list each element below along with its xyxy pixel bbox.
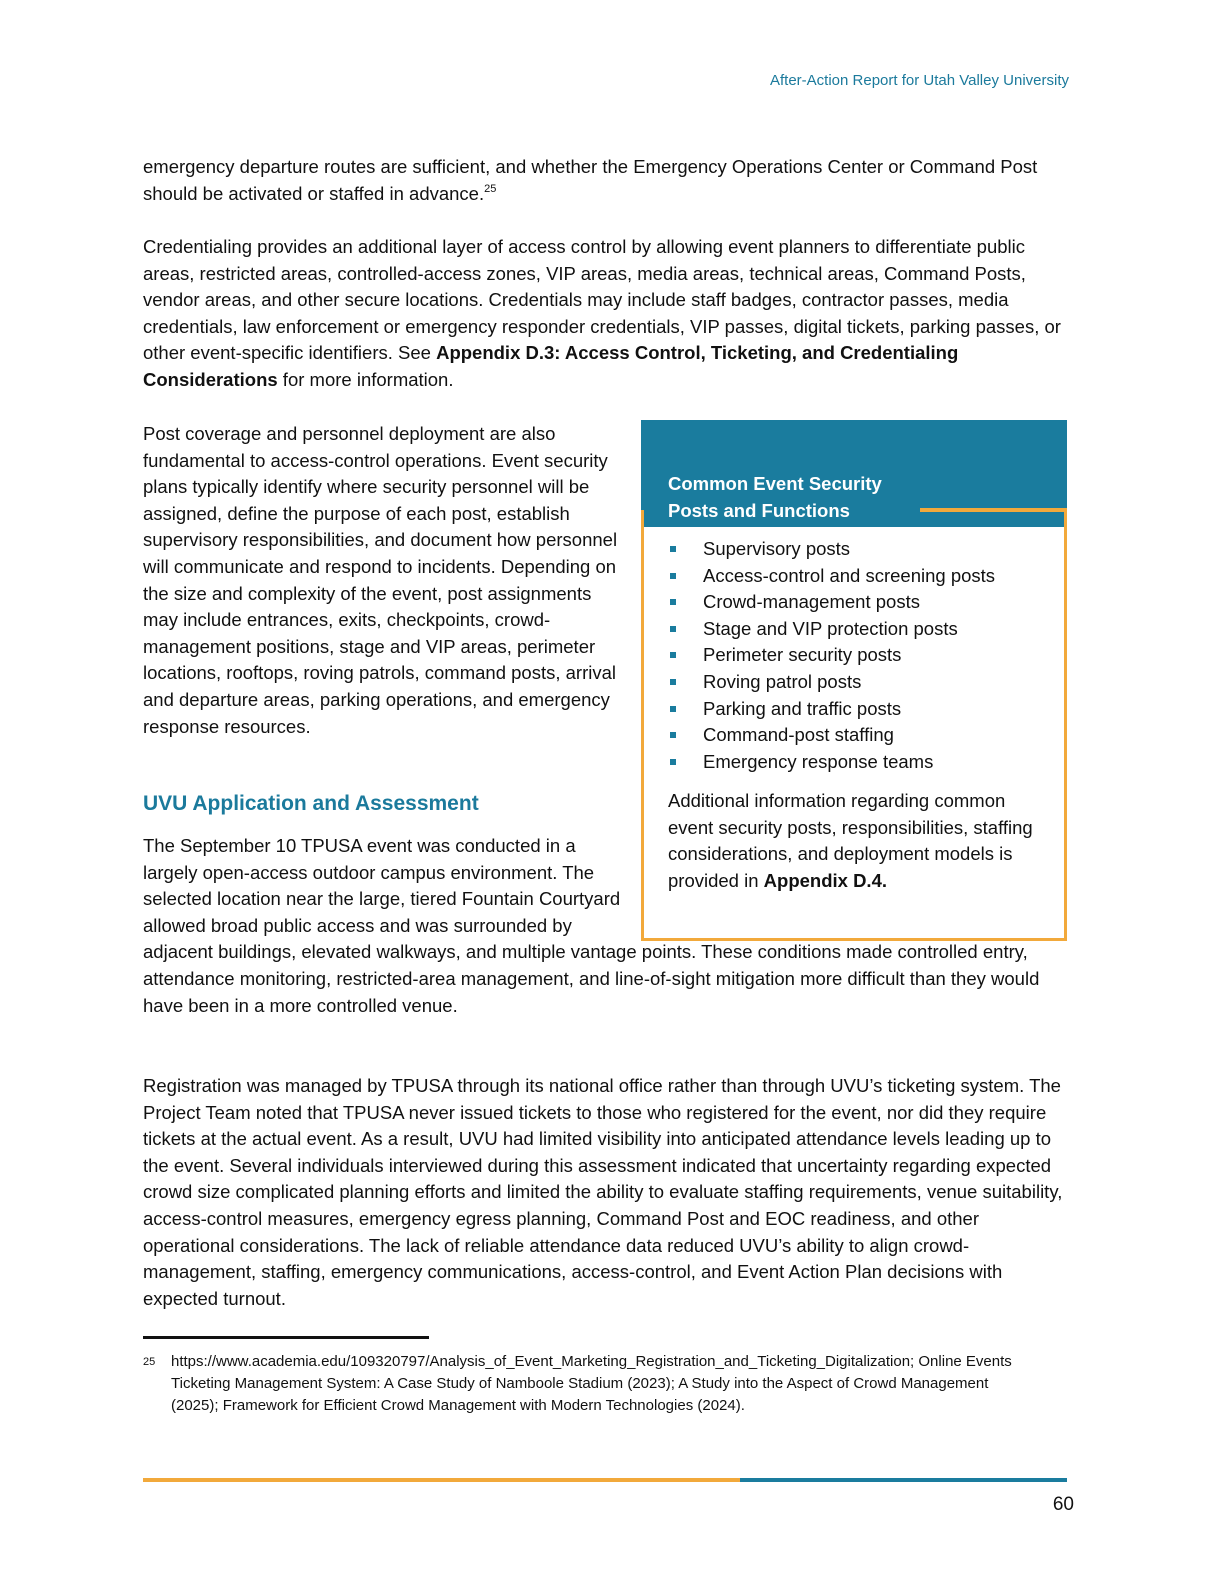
page-number: 60 bbox=[1052, 1494, 1074, 1515]
list-item bbox=[667, 669, 995, 696]
running-header: After-Action Report for Utah Valley University bbox=[770, 72, 1069, 89]
list-item-label: Roving patrol posts bbox=[703, 670, 862, 692]
paragraph-departure-routes bbox=[143, 154, 1068, 207]
list-item-label: Parking and traffic posts bbox=[703, 697, 902, 719]
paragraph-event-environment bbox=[143, 833, 1068, 1019]
list-item bbox=[667, 696, 995, 723]
list-item bbox=[667, 616, 995, 643]
list-item bbox=[667, 589, 995, 616]
footnote bbox=[143, 1351, 1023, 1417]
sidebar-title-line1: Common Event Security bbox=[668, 473, 882, 494]
list-item bbox=[667, 749, 995, 776]
sidebar-wrap-spacer bbox=[622, 833, 1068, 939]
square-bullet-icon bbox=[670, 573, 676, 579]
square-bullet-icon bbox=[670, 759, 676, 765]
square-bullet-icon bbox=[670, 652, 676, 658]
footnote-text[interactable]: https://www.academia.edu/109320797/Analysis_of_Event_Marketing_Registration_and_Ticketing_Digitalization; Online Events Ticketing Management System: A Case Study of Namboole Stadium (2023); A Study into the Aspect of Crowd Management (2025); Framework for Efficient Crowd Management with Modern Technologies (2024). bbox=[171, 1353, 1012, 1414]
paragraph-credentialing bbox=[143, 234, 1068, 394]
footer-rule-blue bbox=[740, 1478, 1067, 1482]
square-bullet-icon bbox=[670, 546, 676, 552]
footnote-reference[interactable]: 25 bbox=[484, 182, 497, 195]
list-item-label: Crowd-management posts bbox=[703, 591, 920, 613]
square-bullet-icon bbox=[670, 706, 676, 712]
list-item bbox=[667, 722, 995, 749]
footnote-number: 25 bbox=[143, 1356, 156, 1368]
sidebar-list bbox=[667, 536, 995, 775]
list-item-label: Stage and VIP protection posts bbox=[703, 617, 958, 639]
square-bullet-icon bbox=[670, 599, 676, 605]
square-bullet-icon bbox=[670, 626, 676, 632]
appendix-reference: Appendix D.3: Access Control, Ticketing, and Credentialing Considerations bbox=[143, 342, 959, 390]
list-item-label: Perimeter security posts bbox=[703, 644, 902, 666]
square-bullet-icon bbox=[670, 732, 676, 738]
section-heading: UVU Application and Assessment bbox=[143, 792, 479, 815]
footer-rule-gold bbox=[143, 1478, 740, 1482]
sidebar-title-line2: Posts and Functions bbox=[668, 500, 850, 521]
list-item bbox=[667, 536, 995, 563]
paragraph-registration: Registration was managed by TPUSA through its national office rather than through UVU’s ticketing system. The Project Team noted that TPUSA never issued tickets to those who registered for the event, nor did they require tickets at the actual event. As a result, UVU had limited visibility into anticipated attendance levels leading up to the event. Several individuals interviewed during this assessment indicated that uncertainty regarding expected crowd size complicated planning efforts and limited the ability to evaluate staffing requirements, venue suitability, access-control measures, emergency egress planning, Command Post and EOC readiness, and other operational considerations. The lack of reliable attendance data reduced UVU’s ability to align crowd-management, staffing, emergency communications, access-control, and Event Action Plan decisions with expected turnout. bbox=[143, 1075, 1063, 1309]
paragraph-post-coverage: Post coverage and personnel deployment are also fundamental to access-control operations. Event security plans typically identify where security personnel will be assigned, define the purpose of each post, establish supervisory responsibilities, and document how personnel will communicate and respond to incidents. Depending on the size and complexity of the event, post assignments may include entrances, exits, checkpoints, crowd-management positions, stage and VIP areas, perimeter locations, rooftops, roving patrols, command posts, arrival and departure areas, parking operations, and emergency response resources. bbox=[143, 423, 618, 737]
list-item-label: Access-control and screening posts bbox=[703, 564, 996, 586]
appendix-reference: Appendix D.4. bbox=[763, 869, 888, 891]
paragraph-text: Credentialing provides an additional layer of access control by allowing event planners to differentiate public areas, restricted areas, controlled-access zones, VIP areas, media areas, technical areas, Command Posts, vendor areas, and other secure locations. Credentials may include staff badges, contractor passes, media credentials, law enforcement or emergency responder credentials, VIP passes, digital tickets, parking passes, or other event-specific identifiers. See bbox=[143, 236, 1061, 364]
paragraph-text: emergency departure routes are sufficient, and whether the Emergency Operations Center or Command Post should be activated or staffed in advance. bbox=[143, 156, 1038, 204]
square-bullet-icon bbox=[670, 679, 676, 685]
paragraph-text-end: for more information. bbox=[277, 368, 454, 390]
list-item-label: Emergency response teams bbox=[703, 750, 934, 772]
footnote-separator bbox=[143, 1336, 429, 1339]
list-item bbox=[667, 642, 995, 669]
list-item bbox=[667, 563, 995, 590]
list-item-label: Command-post staffing bbox=[703, 724, 894, 746]
paragraph-text: The September 10 TPUSA event was conducted in a largely open-access outdoor campus environment. The selected location near the large, tiered Fountain Courtyard allowed broad public access and was surrounded by adjacent buildings, elevated walkways, and multiple vantage points. These conditions made controlled entry, attendance monitoring, restricted-area management, and line-of-sight mitigation more difficult than they would have been in a more controlled venue. bbox=[143, 835, 1040, 1016]
sidebar-note-text: Additional information regarding common event security posts, responsibilities, staffing considerations, and deployment models is provided in bbox=[668, 790, 1033, 891]
list-item-label: Supervisory posts bbox=[703, 538, 851, 559]
